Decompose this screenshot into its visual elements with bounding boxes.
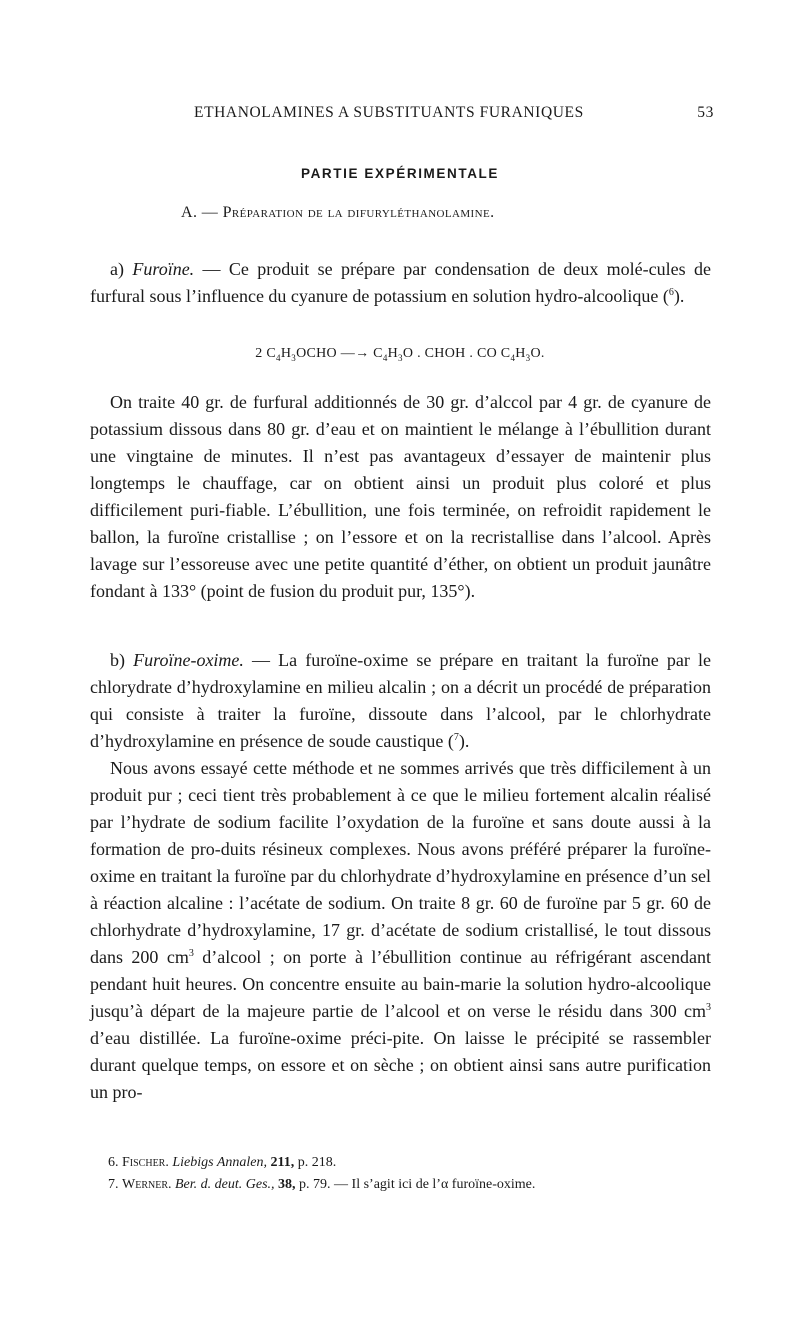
footnote-volume: 38, bbox=[274, 1177, 296, 1192]
footnote-journal: Liebigs Annalen, bbox=[168, 1155, 267, 1170]
part-a-text: — Ce produit se prépare par condensation de deux molé-cules de furfural sous l’influence du cyanure de potassium en solution hydro-alcoolique ( bbox=[90, 259, 712, 306]
part-a-heading: Furoïne. bbox=[132, 259, 195, 279]
furoine-procedure-text: On traite 40 gr. de furfural additionnés de 30 gr. d’alccol par 4 gr. de cyanure de potassium dissous dans 80 gr. d’eau et on maintient le mélange à l’ébullition durant une vingtaine de minutes. Il n’est pas avantageux d’essayer de maintenir plus longtemps le chauffage, car on obtient ainsi un produit plus coloré et plus difficilement puri-fiable. L’ébullition, une fois terminée, on refroidit rapidement le ballon, la furoïne cristallise ; on l’essore et on la recristallise dans l’alcool. Après lavage sur l’essoreuse avec une petite quantité d’éther, on obtient un produit jaunâtre fondant à 133° (point de fusion du produit pur, 135°). bbox=[90, 392, 711, 601]
section-title: PARTIE EXPÉRIMENTALE bbox=[300, 166, 499, 181]
furoine-procedure-paragraph bbox=[90, 389, 711, 605]
footnote-author: Fischer. bbox=[122, 1155, 169, 1170]
part-a-label: a) bbox=[110, 259, 133, 279]
footnote-6: 6. Fischer. Liebigs Annalen, 211, p. 218. bbox=[108, 1155, 337, 1170]
part-b-heading: Furoïne-oxime. bbox=[133, 650, 244, 670]
subsection-title bbox=[181, 204, 494, 222]
footnote-ref-7: 7 bbox=[453, 732, 459, 743]
page-number: 53 bbox=[697, 104, 714, 121]
part-b-paragraph: b) Furoïne-oxime. — La furoïne-oxime se prépare en traitant la furoïne par le chlorydrate d’hydroxylamine en milieu alcalin ; on a décrit un procédé de préparation qui consiste à traiter la furoïne, dissoute dans l’alcool, par le chlorhydrate d’hydroxylamine en présence de soude caustique ($^7$). bbox=[90, 650, 712, 751]
footnote-ref-6: 6 bbox=[668, 287, 674, 298]
subsection-letter: A. — bbox=[181, 204, 223, 221]
part-b-section bbox=[90, 647, 711, 1106]
reaction-formula: 2 $C_4H_3OCHO$ —→ $C_4H_3O$ . CHOH . CO $C_4H_3O$. bbox=[255, 346, 545, 363]
running-title: ETHANOLAMINES A SUBSTITUANTS FURANIQUES bbox=[194, 104, 584, 121]
reaction-arrow: —→ bbox=[336, 346, 374, 361]
footnote-journal: Ber. d. deut. Ges., bbox=[171, 1177, 275, 1192]
oxime-procedure-paragraph: Nous avons essayé cette méthode et ne sommes arrivés que très difficilement à un produit pur ; ceci tient très probablement à ce que le milieu fortement alcalin réalisé par l’hydrate de sodium facilite l’oxydation de la furoïne et sans doute aussi à la formation de pro-duits résineux complexes. Nous avons préféré préparer la furoïne-oxime en traitant la furoïne par du chlorhydrate d’hydroxylamine en présence d’un sel à réaction alcaline : l’acétate de sodium. On traite 8 gr. 60 de furoïne par 5 gr. 60 de chlorhydrate d’hydroxylamine, 17 gr. d’acétate de sodium cristallisé, le tout dissous dans 200 $cm^3$ d’alcool ; on porte à l’ébullition continue au réfrigérant ascendant pendant huit heures. On concentre ensuite au bain-marie la solution hydro-alcoolique jusqu’à départ de la majeure partie de l’alcool et on verse le résidu dans 300 $cm^3$ d’eau distillée. La furoïne-oxime préci-pite. On laisse le précipité se rassembler durant quelque temps, on essore et on sèche ; on obtient ainsi sans autre purification un pro- bbox=[90, 758, 711, 1102]
part-a-paragraph: a) Furoïne. — Ce produit se prépare par condensation de deux molé-cules de furfural sous l’influence du cyanure de potassium en solution hydro-alcoolique ($^6$). bbox=[90, 259, 712, 306]
footnote-7: 7. Werner. Ber. d. deut. Ges., 38, p. 79. — Il s’agit ici de l’α furoïne-oxime. bbox=[108, 1177, 536, 1192]
part-b-text: — La furoïne-oxime se prépare en traitant la furoïne par le chlorydrate d’hydroxylamine en milieu alcalin ; on a décrit un procédé de préparation qui consiste à traiter la furoïne, dissoute dans l’alcool, par le chlorhydrate d’hydroxylamine en présence de soude caustique ( bbox=[90, 650, 712, 751]
subsection-heading: Préparation de la difuryléthanolamine. bbox=[222, 204, 495, 221]
footnote-volume: 211, bbox=[267, 1155, 295, 1170]
part-b-label: b) bbox=[110, 650, 134, 670]
footnotes bbox=[108, 1152, 708, 1196]
footnote-author: Werner. bbox=[122, 1177, 172, 1192]
